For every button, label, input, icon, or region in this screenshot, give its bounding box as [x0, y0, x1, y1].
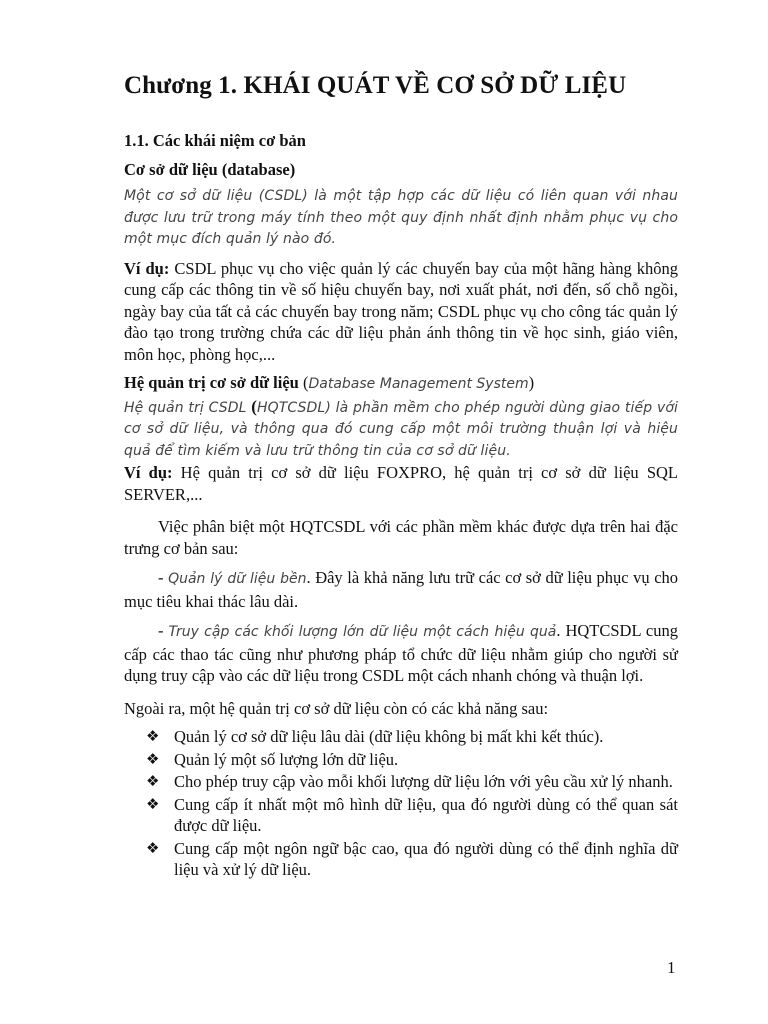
- feature-dash: -: [158, 568, 169, 587]
- feature-dash: -: [158, 621, 169, 640]
- dbms-heading-english: Database Management System: [308, 376, 529, 392]
- dbms-definition: [124, 396, 678, 463]
- diamond-bullet-icon: ❖: [146, 749, 160, 768]
- dbms-definition-part1: Hệ quản trị CSDL: [124, 399, 252, 416]
- feature-text: . Đây là khả năng lưu trữ các cơ sở dữ liệu phục vụ cho mục tiêu khai thác lâu dài.: [124, 568, 679, 611]
- dbms-definition-part2: HQTCSDL) là phần mềm cho phép người dùng giao tiếp với cơ sở dữ liệu, và thông qua đó cung cấp một môi trường thuận lợi và hiệu quả để tìm kiếm và lưu trữ thông tin của cơ sở dữ liệu.: [124, 399, 678, 459]
- capabilities-list: [124, 726, 678, 881]
- example-label: Ví dụ:: [124, 258, 170, 278]
- dbms-example-label: Ví dụ:: [124, 463, 173, 482]
- dbms-heading-text: Hệ quản trị cơ sở dữ liệu: [124, 373, 299, 392]
- diamond-bullet-icon: ❖: [146, 772, 160, 790]
- list-item: [124, 726, 678, 748]
- dbms-heading-paren-close: ): [528, 373, 535, 392]
- dbms-heading: [124, 372, 678, 396]
- dbms-heading-paren-open: (: [298, 373, 309, 392]
- feature-item: [124, 620, 678, 687]
- dbms-example: [124, 462, 678, 505]
- feature-term: Quản lý dữ liệu bền: [168, 571, 307, 587]
- diamond-bullet-icon: ❖: [146, 727, 160, 745]
- list-item: [124, 794, 678, 837]
- feature-text: . HQTCSDL cung cấp các thao tác cũng như phương pháp tổ chức dữ liệu nhằm giúp cho người sử dụng truy cập vào các dữ liệu trong CSDL một cách nhanh chóng và thuận lợi.: [124, 621, 678, 685]
- distinguish-intro: Việc phân biệt một HQTCSDL với các phần mềm khác được dựa trên hai đặc trưng cơ bản sau:: [124, 517, 678, 558]
- list-item: [124, 771, 678, 793]
- dbms-example-text: Hệ quản trị cơ sở dữ liệu FOXPRO, hệ quản trị cơ sở dữ liệu SQL SERVER,...: [124, 463, 678, 504]
- list-item-text: Cung cấp một ngôn ngữ bậc cao, qua đó người dùng có thể định nghĩa dữ liệu và xử lý dữ liệu.: [174, 838, 678, 879]
- page-number: 1: [667, 958, 676, 977]
- example-text: CSDL phục vụ cho việc quản lý các chuyến bay của một hãng hàng không cung cấp các thông tin về số hiệu chuyến bay, nơi xuất phát, nơi đến, số chỗ ngồi, ngày bay của tất cả các chuyến bay trong năm; CSDL phục vụ cho công tác quản lý đào tạo trong trường chứa các dữ liệu phản ánh thông tin về học sinh, giáo viên, môn học, phòng học,...: [124, 258, 678, 364]
- list-item: [124, 838, 678, 881]
- list-item-text: Cung cấp ít nhất một mô hình dữ liệu, qua đó người dùng có thể quan sát được dữ liệu.: [174, 794, 678, 835]
- list-item-text: Cho phép truy cập vào mỗi khối lượng dữ liệu lớn với yêu cầu xử lý nhanh.: [174, 772, 673, 791]
- database-heading: Cơ sở dữ liệu (database): [124, 159, 296, 179]
- list-item-text: Quản lý một số lượng lớn dữ liệu.: [174, 749, 399, 769]
- database-example: [124, 258, 678, 366]
- diamond-bullet-icon: ❖: [146, 794, 160, 813]
- database-definition: Một cơ sở dữ liệu (CSDL) là một tập hợp các dữ liệu có liên quan với nhau được lưu trữ trong máy tính theo một quy định nhất định nhằm phục vụ cho một mục đích quản lý nào đó.: [124, 188, 678, 247]
- capabilities-intro: Ngoài ra, một hệ quản trị cơ sở dữ liệu còn có các khả năng sau:: [124, 698, 549, 718]
- feature-item: [124, 567, 678, 612]
- dbms-definition-paren: (: [251, 396, 258, 416]
- page-content: [124, 130, 678, 882]
- section-title: 1.1. Các khái niệm cơ bản: [124, 131, 306, 150]
- diamond-bullet-icon: ❖: [146, 838, 160, 857]
- list-item-text: Quản lý cơ sở dữ liệu lâu dài (dữ liệu không bị mất khi kết thúc).: [174, 727, 604, 746]
- chapter-title: Chương 1. KHÁI QUÁT VỀ CƠ SỞ DỮ LIỆU: [124, 72, 627, 99]
- list-item: [124, 749, 678, 771]
- feature-term: Truy cập các khối lượng lớn dữ liệu một cách hiệu quả: [168, 624, 557, 640]
